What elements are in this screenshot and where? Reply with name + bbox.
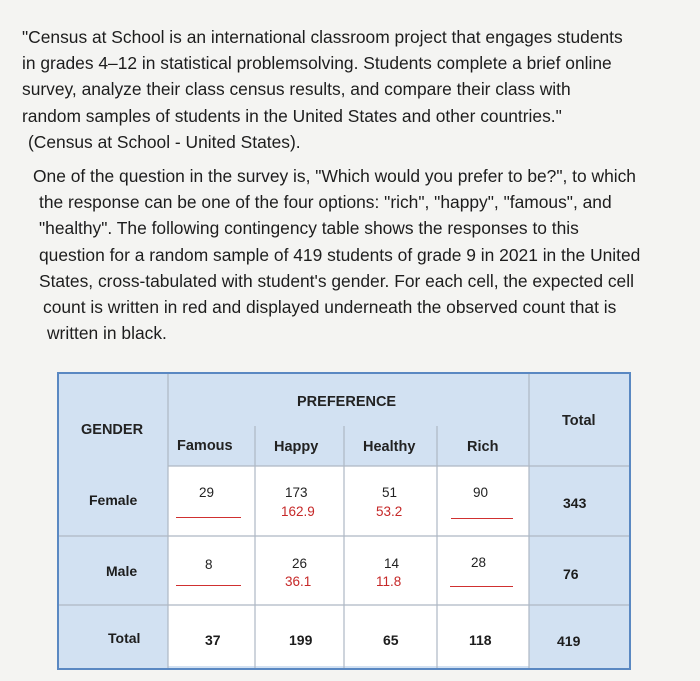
table-grid (59, 374, 629, 668)
question-line: One of the question in the survey is, "Which would you prefer to be?", to which (33, 166, 636, 186)
column-header-happy: Happy (274, 439, 319, 455)
question-line: count is written in red and displayed underneath the observed count that is (43, 297, 617, 318)
column-header-healthy: Healthy (363, 439, 416, 455)
row-label-female: Female (89, 492, 138, 508)
contingency-table (57, 372, 631, 670)
expected-underline (451, 518, 513, 519)
observed-male-happy: 26 (292, 556, 308, 571)
preference-header: PREFERENCE (297, 394, 397, 410)
intro-line: "Census at School is an international classroom project that engages students (22, 27, 623, 47)
total-female: 343 (563, 495, 587, 511)
column-header-famous: Famous (177, 438, 233, 454)
intro-line: random samples of students in the United States and other countries." (22, 105, 562, 126)
question-line: question for a random sample of 419 students of grade 9 in 2021 in the United (39, 244, 641, 265)
gender-header: GENDER (81, 422, 144, 438)
total-column-header: Total (562, 413, 596, 429)
observed-female-famous: 29 (199, 485, 215, 500)
total-happy: 199 (289, 632, 313, 648)
intro-line: survey, analyze their class census results, and compare their class with (22, 79, 571, 100)
expected-underline (450, 586, 513, 587)
grand-total: 419 (557, 633, 581, 649)
expected-underline (176, 517, 241, 518)
expected-female-happy: 162.9 (281, 504, 315, 519)
observed-male-rich: 28 (471, 555, 487, 570)
expected-underline (176, 585, 241, 586)
observed-male-famous: 8 (205, 557, 213, 572)
question-line: written in black. (47, 323, 167, 344)
expected-female-healthy: 53.2 (376, 504, 403, 519)
row-label-total: Total (108, 630, 141, 646)
total-famous: 37 (205, 632, 221, 648)
observed-male-healthy: 14 (384, 556, 400, 571)
row-label-male: Male (106, 563, 138, 579)
question-line: States, cross-tabulated with student's gender. For each cell, the expected cell (39, 270, 634, 291)
intro-line: (Census at School - United States). (28, 131, 301, 152)
column-header-rich: Rich (467, 439, 499, 455)
question-line: the response can be one of the four options: "rich", "happy", "famous", and (39, 192, 612, 213)
observed-female-healthy: 51 (382, 485, 398, 500)
total-rich: 118 (469, 632, 492, 648)
expected-male-healthy: 11.8 (376, 574, 402, 589)
intro-line: in grades 4–12 in statistical problemsolving. Students complete a brief online (22, 53, 612, 74)
observed-female-happy: 173 (285, 485, 308, 500)
observed-female-rich: 90 (473, 485, 489, 500)
intro-paragraph (22, 24, 672, 155)
total-male: 76 (563, 566, 579, 582)
total-healthy: 65 (383, 632, 399, 648)
question-paragraph (33, 163, 683, 346)
question-line: "healthy". The following contingency table shows the responses to this (39, 218, 579, 239)
expected-male-happy: 36.1 (285, 574, 312, 589)
